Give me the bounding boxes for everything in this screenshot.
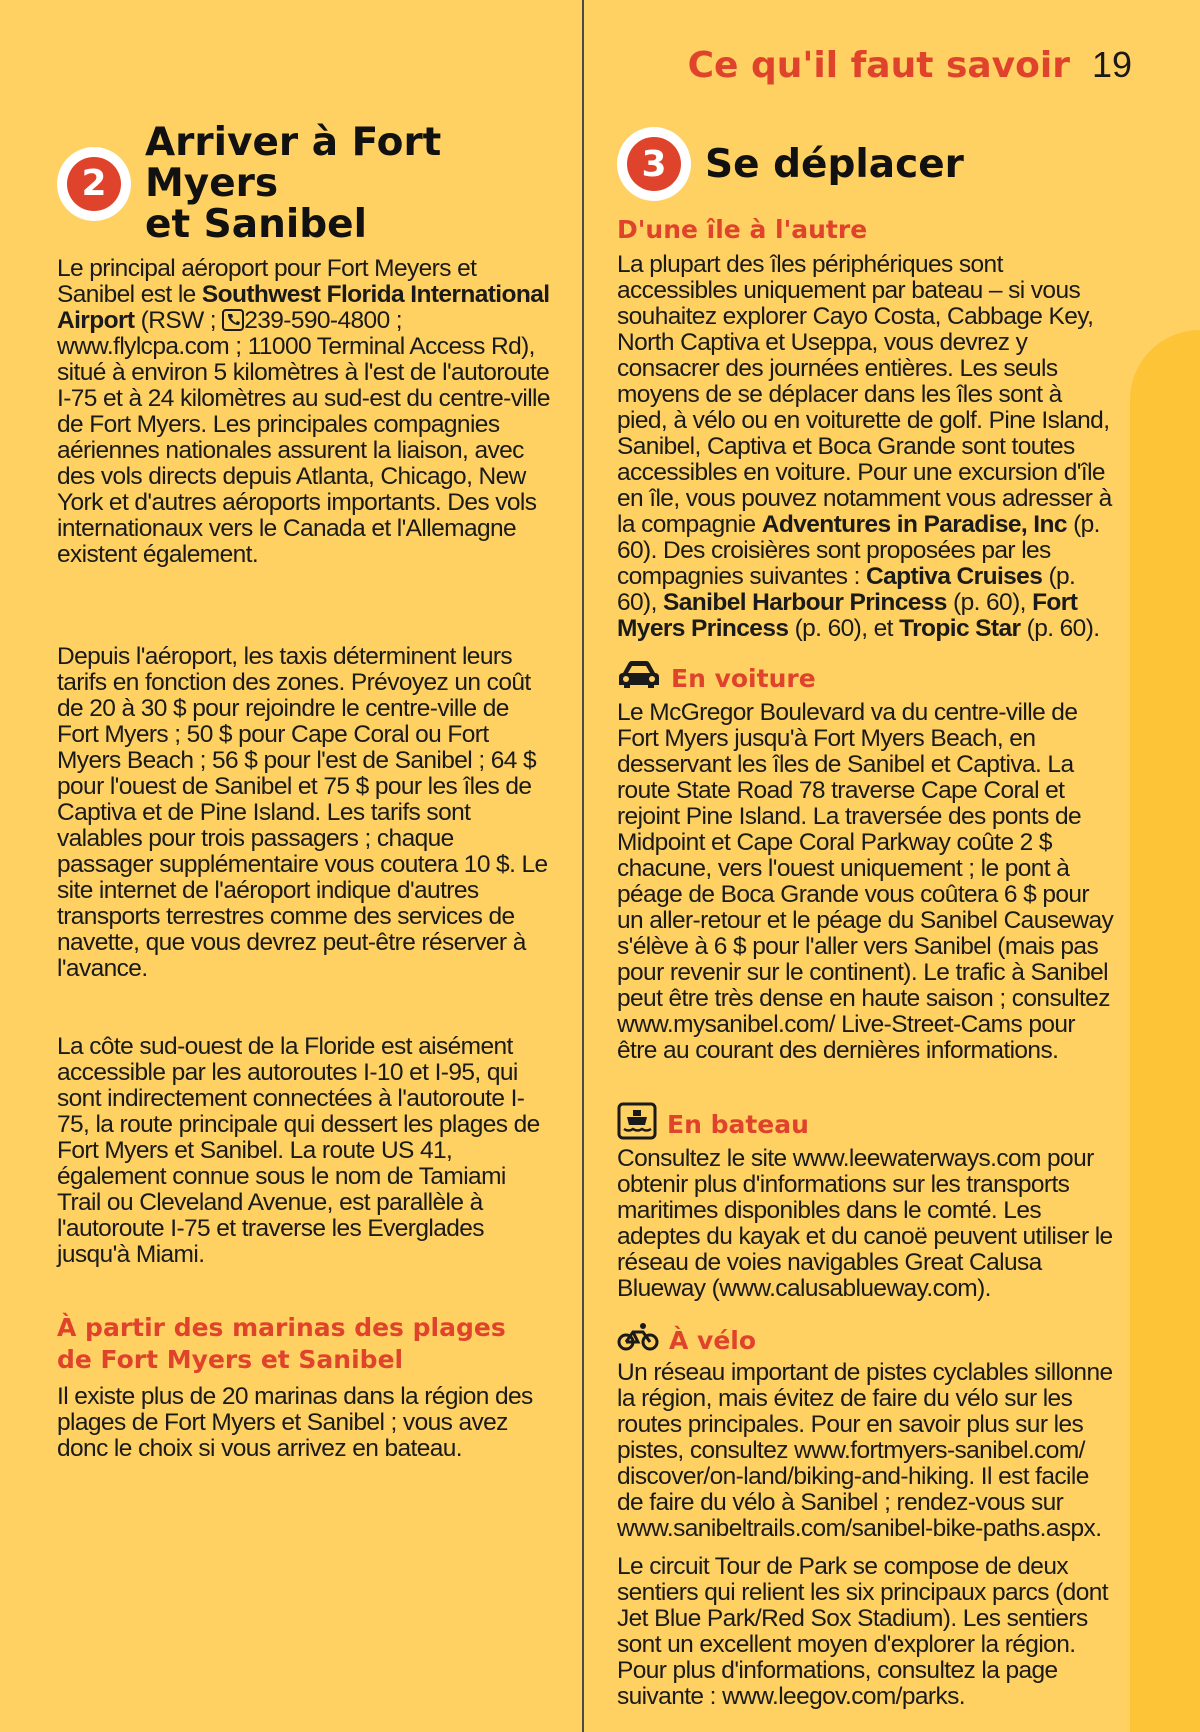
section-title-line: Arriver à Fort Myers <box>145 120 442 206</box>
chapter-title: Ce qu'il faut savoir <box>687 45 1070 86</box>
section-title <box>145 122 555 245</box>
page-header <box>688 44 1132 86</box>
section-title: Se déplacer <box>705 141 964 187</box>
phone-icon <box>222 308 244 334</box>
section-number-badge <box>57 147 131 221</box>
car-icon <box>617 660 661 698</box>
boat-paragraph: Consultez le site www.leewaterways.com pour obtenir plus d'informations sur les transports maritimes disponibles dans le comté. Les adeptes du kayak et du canoë peuvent utiliser le réseau de voies navigables Great Calusa Blueway (www.calusablueway.com). <box>617 1145 1113 1302</box>
bike-paragraph-2: Le circuit Tour de Park se compose de deux sentiers qui relient les six principaux parcs (dont Jet Blue Park/Red Sox Stadium). Les sentiers sont un excellent moyen d'explorer la région. Pour plus d'informations, consultez la page suivante : www.leegov.com/parks. <box>617 1553 1108 1710</box>
car-paragraph: Le McGregor Boulevard va du centre-ville de Fort Myers jusqu'à Fort Myers Beach, en desservant les îles de Sanibel et Captiva. La route State Road 78 traverse Cape Coral et rejoint Pine Island. La traversée des ponts de Midpoint et Cape Coral Parkway coûte 2 $ chacune, vers l'ouest uniquement ; le pont à péage de Boca Grande vous coûtera 6 $ pour un aller-retour et le péage du Sanibel Causeway s'élève à 6 $ pour l'aller vers Sanibel (mais pas pour revenir sur le continent). Le trafic à Sanibel peut être très dense en haute saison ; consultez www.mysanibel.com/ Live-Street-Cams pour être au courant des dernières informations. <box>617 699 1114 1064</box>
page-edge-band <box>1130 330 1200 1732</box>
bike-subheading: À vélo <box>617 1322 756 1360</box>
boat-subheading: En bateau <box>617 1102 809 1148</box>
arrival-paragraph-2: Depuis l'aéroport, les taxis déterminent leurs tarifs en fonction des zones. Prévoyez un coût de 20 à 30 $ pour rejoindre le centre-ville de Fort Myers ; 50 $ pour Cape Coral ou Fort Myers Beach ; 56 $ pour l'est de Sanibel ; 64 $ pour l'ouest de Sanibel et 75 $ pour les îles de Captiva et de Pine Island. Les tarifs sont valables pour trois passagers ; chaque passager supplémentaire vous coutera 10 $. Le site internet de l'aéroport indique d'autres transports terrestres comme des services de navette, que vous devrez peut-être réserver à l'avance. <box>57 643 548 982</box>
column-divider <box>582 0 584 1732</box>
island-paragraph: La plupart des îles périphériques sont accessibles uniquement par bateau – si vous souhaitez explorer Cayo Costa, Cabbage Key, North Captiva et Useppa, vous devrez y consacrer des journées entières. Les seuls moyens de se déplacer dans les îles sont à pied, à vélo ou en voiturette de golf. Pine Island, Sanibel, Captiva et Boca Grande sont toutes accessibles en voiture. Pour une excursion d'île en île, vous pouvez notamment vous adresser à la compagnie Adventures in Paradise, Inc (p. 60). Des croisières sont proposées par les compagnies suivantes : Captiva Cruises (p. 60), Sanibel Harbour Princess (p. 60), Fort Myers Princess (p. 60), et Tropic Star (p. 60). <box>617 251 1112 642</box>
marinas-subheading: À partir des marinas des plages de Fort Myers et Sanibel <box>57 1313 506 1374</box>
section-3-heading <box>617 127 964 201</box>
section-number: 3 <box>627 137 681 191</box>
page-number: 19 <box>1091 44 1132 85</box>
bicycle-icon <box>617 1322 659 1360</box>
car-subheading: En voiture <box>617 660 816 698</box>
section-2-heading <box>57 122 555 245</box>
arrival-paragraph-1: Le principal aéroport pour Fort Meyers et Sanibel est le Southwest Florida International Airport (RSW ; 239-590-4800 ; www.flylcpa.com ; 11000 Terminal Access Rd), situé à environ 5 kilomètres à l'est de l'autoroute I-75 et à 24 kilomètres au sud-est du centre-ville de Fort Myers. Les principales compagnies aériennes nationales assurent la liaison, avec des vols directs depuis Atlanta, Chicago, New York et d'autres aéroports importants. Des vols internationaux vers le Canada et l'Allemagne existent également. <box>57 255 550 568</box>
marinas-paragraph: Il existe plus de 20 marinas dans la région des plages de Fort Myers et Sanibel ; vous avez donc le choix si vous arrivez en bateau. <box>57 1383 533 1462</box>
section-number: 2 <box>67 157 121 211</box>
arrival-paragraph-3: La côte sud-ouest de la Floride est aisément accessible par les autoroutes I-10 et I-95, qui sont indirectement connectées à l'autoroute I-75, la route principale qui dessert les plages de Fort Myers et Sanibel. La route US 41, également connue sous le nom de Tamiami Trail ou Cleveland Avenue, est parallèle à l'autoroute I-75 et traverse les Everglades jusqu'à Miami. <box>57 1033 540 1268</box>
section-title-line: et Sanibel <box>145 202 367 247</box>
ferry-icon <box>617 1102 657 1148</box>
island-subheading: D'une île à l'autre <box>617 215 868 244</box>
airport-name: Southwest Florida International Airport <box>57 281 550 334</box>
section-number-badge <box>617 127 691 201</box>
bike-paragraph-1: Un réseau important de pistes cyclables sillonne la région, mais évitez de faire du vélo sur les routes principales. Pour en savoir plus sur les pistes, consultez www.fortmyers-sanibel.com/ discover/on-land/biking-and-hiking. Il est facile de faire du vélo à Sanibel ; rendez-vous sur www.sanibeltrails.com/sanibel-bike-paths.aspx. <box>617 1359 1113 1542</box>
